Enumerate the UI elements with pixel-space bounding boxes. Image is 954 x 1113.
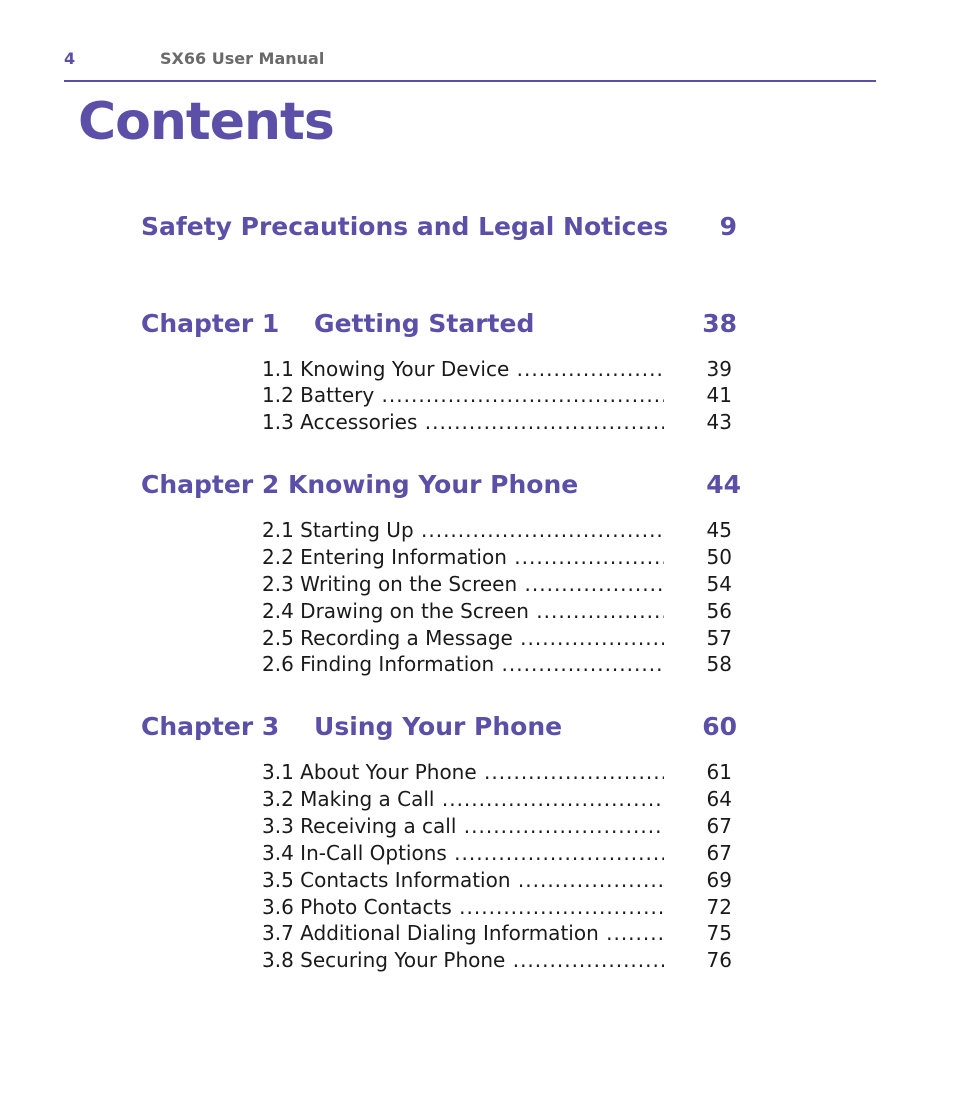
page-number: 4 xyxy=(64,49,76,68)
toc-entry-title: 1.3 Accessories ..... xyxy=(262,410,664,434)
toc-entry-page: 43 xyxy=(706,410,732,434)
toc-entry-title: 2.3 Writing on the Screen ..... xyxy=(262,572,664,596)
toc-entry[interactable] xyxy=(262,841,732,868)
toc-heading-page: 60 xyxy=(702,712,737,741)
toc-entry-page: 41 xyxy=(706,383,732,407)
toc-entry[interactable] xyxy=(262,895,732,922)
toc-entry[interactable] xyxy=(262,357,732,384)
toc-entry[interactable] xyxy=(262,948,732,975)
toc-entry[interactable] xyxy=(262,814,732,841)
toc-entry-title: 2.4 Drawing on the Screen ..... xyxy=(262,599,664,623)
toc-entry-page: 61 xyxy=(706,760,732,784)
toc-entry-title: 2.1 Starting Up ..... xyxy=(262,518,664,542)
toc-heading-title: Chapter 2 Knowing Your Phone xyxy=(141,470,579,499)
toc-entry-page: 45 xyxy=(706,518,732,542)
toc-entry[interactable] xyxy=(262,868,732,895)
toc-entry[interactable] xyxy=(262,787,732,814)
toc-entry[interactable] xyxy=(262,760,732,787)
toc-entry-page: 39 xyxy=(706,357,732,381)
toc-entry[interactable] xyxy=(262,518,732,545)
toc-entry-page: 58 xyxy=(706,652,732,676)
toc-entry-title: 3.3 Receiving a call ..... xyxy=(262,814,664,838)
toc-entry-page: 75 xyxy=(706,921,732,945)
toc-entry-title: 3.6 Photo Contacts ..... xyxy=(262,895,664,919)
toc-entry[interactable] xyxy=(262,921,732,948)
toc-heading-title: Chapter 1 Getting Started xyxy=(141,309,535,338)
toc-entry[interactable] xyxy=(262,383,732,410)
toc-entry-page: 76 xyxy=(706,948,732,972)
toc-entry[interactable] xyxy=(262,545,732,572)
toc-entry-page: 54 xyxy=(706,572,732,596)
toc-heading-chapter-3[interactable] xyxy=(141,712,741,746)
toc-entry-page: 72 xyxy=(706,895,732,919)
toc-entry[interactable] xyxy=(262,652,732,679)
toc-entry[interactable] xyxy=(262,410,732,437)
toc-entry[interactable] xyxy=(262,626,732,653)
toc-heading-chapter-2[interactable] xyxy=(141,470,741,504)
toc-entry-page: 57 xyxy=(706,626,732,650)
toc-entry-title: 3.1 About Your Phone ..... xyxy=(262,760,664,784)
toc-entry-page: 56 xyxy=(706,599,732,623)
toc-entry-page: 64 xyxy=(706,787,732,811)
toc-entry-title: 3.5 Contacts Information ..... xyxy=(262,868,664,892)
toc-heading-title: Safety Precautions and Legal Notices xyxy=(141,212,669,241)
toc-entry-title: 3.8 Securing Your Phone ..... xyxy=(262,948,664,972)
toc-entry-title: 3.4 In-Call Options ..... xyxy=(262,841,664,865)
toc-entry-page: 69 xyxy=(706,868,732,892)
manual-title: SX66 User Manual xyxy=(160,49,325,68)
toc-heading-safety[interactable] xyxy=(141,212,741,246)
page-title: Contents xyxy=(78,92,334,152)
running-header xyxy=(64,46,876,82)
toc-heading-page: 38 xyxy=(702,309,737,338)
toc-entry-title: 1.2 Battery ..... xyxy=(262,383,664,407)
toc-heading-chapter-1[interactable] xyxy=(141,309,741,343)
toc-entry-page: 67 xyxy=(706,841,732,865)
toc-heading-page: 9 xyxy=(719,212,737,241)
toc-entry-title: 2.2 Entering Information ..... xyxy=(262,545,664,569)
toc-entry-title: 2.5 Recording a Message ..... xyxy=(262,626,664,650)
toc-entry-page: 50 xyxy=(706,545,732,569)
toc-entry-page: 67 xyxy=(706,814,732,838)
toc-entry-title: 2.6 Finding Information ..... xyxy=(262,652,664,676)
toc-entry[interactable] xyxy=(262,572,732,599)
toc-entry-title: 3.2 Making a Call ..... xyxy=(262,787,664,811)
toc-entry[interactable] xyxy=(262,599,732,626)
toc-entry-title: 1.1 Knowing Your Device ..... xyxy=(262,357,664,381)
toc-heading-page: 44 xyxy=(706,470,741,499)
toc-heading-title: Chapter 3 Using Your Phone xyxy=(141,712,563,741)
toc-entry-title: 3.7 Additional Dialing Information ..... xyxy=(262,921,664,945)
